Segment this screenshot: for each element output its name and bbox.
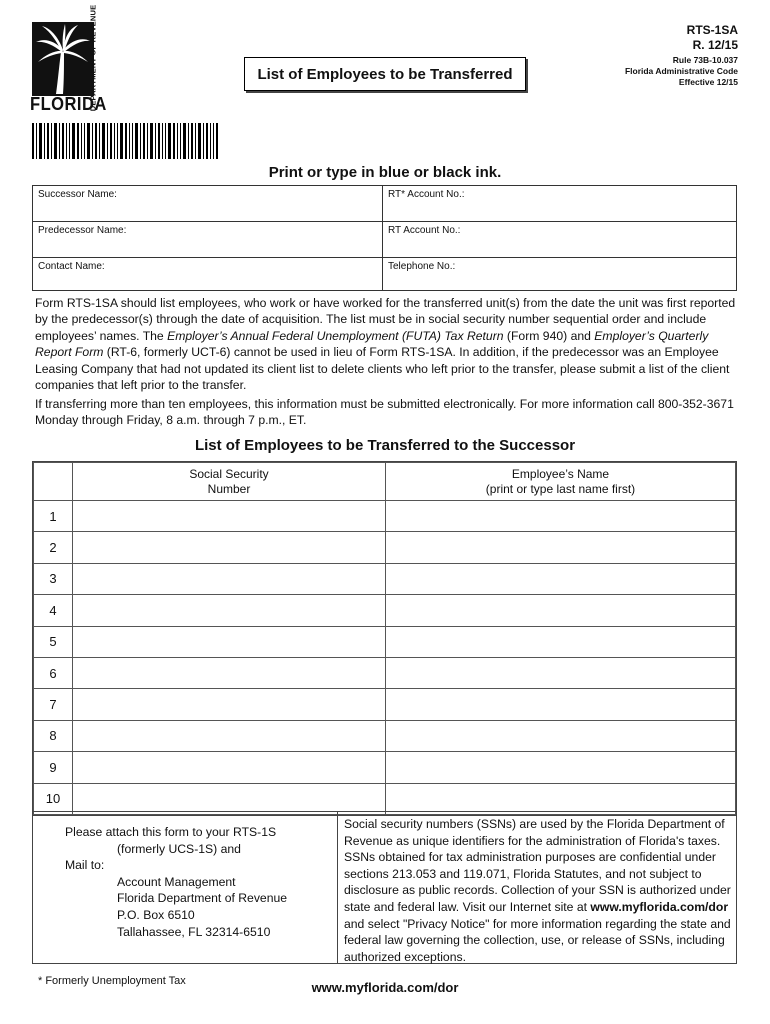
mail-to-label: Mail to: bbox=[65, 858, 105, 873]
row-number: 10 bbox=[34, 783, 73, 814]
employee-name-cell[interactable] bbox=[386, 501, 736, 532]
row-number: 3 bbox=[34, 563, 73, 594]
ssn-privacy-notice bbox=[344, 816, 732, 965]
footer-website-link[interactable]: www.myflorida.com/dor bbox=[311, 980, 459, 995]
box-divider bbox=[337, 812, 338, 963]
predecessor-name-label: Predecessor Name: bbox=[38, 225, 127, 236]
instructions-paragraph bbox=[35, 295, 740, 393]
table-row bbox=[34, 689, 736, 720]
telephone-field[interactable] bbox=[383, 258, 736, 291]
ssn-cell[interactable] bbox=[73, 689, 386, 720]
info-row bbox=[33, 222, 736, 258]
notice-text: Social security numbers (SSNs) are used by the Florida Department of Revenue as unique identifiers for the administration of Florida's taxes. SSNs obtained for tax administration purposes are confidential under sections 213.053 and 119.071, Florida Statutes, and not subject to disclosure as public records. Collection of your SSN is authorized under state and federal law. Visit our Internet site at bbox=[344, 817, 731, 914]
info-row bbox=[33, 258, 736, 291]
info-row bbox=[33, 186, 736, 222]
mailing-instructions bbox=[65, 824, 287, 940]
table-title: List of Employees to be Transferred to the Successor bbox=[194, 437, 576, 454]
row-number-header bbox=[34, 463, 73, 501]
para-text: (Form 940) and bbox=[503, 328, 595, 343]
table-row bbox=[34, 563, 736, 594]
employee-name-cell[interactable] bbox=[386, 595, 736, 626]
ssn-cell[interactable] bbox=[73, 720, 386, 751]
successor-name-field[interactable] bbox=[33, 186, 383, 221]
ssn-cell[interactable] bbox=[73, 657, 386, 688]
contact-name-field[interactable] bbox=[33, 258, 383, 291]
party-info-table bbox=[32, 185, 737, 291]
mail-line: Please attach this form to your RTS-1S bbox=[65, 825, 277, 839]
name-column-header: Employee’s Name (print or type last name first) bbox=[386, 463, 736, 501]
quarterly-form-name: Employer’s Quarterly Report Form bbox=[35, 328, 709, 360]
address-line: Account Management bbox=[117, 874, 236, 889]
employee-name-cell[interactable] bbox=[386, 720, 736, 751]
contact-name-label: Contact Name: bbox=[38, 261, 105, 272]
row-number: 1 bbox=[34, 501, 73, 532]
predecessor-name-field[interactable] bbox=[33, 222, 383, 257]
form-code-block bbox=[687, 23, 738, 53]
employee-name-cell[interactable] bbox=[386, 752, 736, 783]
para-text: (RT-6, formerly UCT-6) cannot be used in lieu of Form RTS-1SA. In addition, if the predecessor was an Employee Leasing Company that had not updated its client list to delete clients who left prior to the transfer, please submit a list of the client companies that left prior to the transfer. bbox=[35, 345, 730, 393]
table-row bbox=[34, 657, 736, 688]
notice-text: and select "Privacy Notice" for more information regarding the state and federal law governing the collection, use, or release of SSNs, including authorized exceptions. bbox=[344, 916, 731, 964]
table-row bbox=[34, 752, 736, 783]
successor-account-field[interactable] bbox=[383, 186, 736, 221]
footnote: * Formerly Unemployment Tax bbox=[38, 975, 186, 987]
predecessor-account-field[interactable] bbox=[383, 222, 736, 257]
form-revision: R. 12/15 bbox=[692, 38, 738, 52]
successor-name-label: Successor Name: bbox=[38, 189, 117, 200]
ssn-cell[interactable] bbox=[73, 595, 386, 626]
table-row bbox=[34, 501, 736, 532]
employee-name-cell[interactable] bbox=[386, 532, 736, 563]
telephone-label: Telephone No.: bbox=[388, 261, 456, 272]
table-header-row bbox=[34, 463, 736, 501]
employee-name-cell[interactable] bbox=[386, 657, 736, 688]
table-row bbox=[34, 783, 736, 814]
rule-block bbox=[625, 55, 738, 88]
ssn-cell[interactable] bbox=[73, 532, 386, 563]
row-number: 6 bbox=[34, 657, 73, 688]
address-line: P.O. Box 6510 bbox=[117, 907, 195, 922]
address-line: Florida Department of Revenue bbox=[117, 891, 288, 906]
employee-name-cell[interactable] bbox=[386, 689, 736, 720]
row-number: 5 bbox=[34, 626, 73, 657]
predecessor-account-label: RT Account No.: bbox=[388, 225, 461, 236]
row-number: 7 bbox=[34, 689, 73, 720]
effective-date: Effective 12/15 bbox=[678, 77, 738, 87]
department-label: DEPARTMENT OF REVENUE bbox=[88, 4, 98, 112]
notice-website-link[interactable]: www.myflorida.com/dor bbox=[590, 899, 729, 914]
ssn-cell[interactable] bbox=[73, 752, 386, 783]
palm-tree-logo bbox=[32, 22, 94, 96]
electronic-filing-paragraph: If transferring more than ten employees, this information must be submitted electronically. For more information call 800-352-3671 Monday through Friday, 8 a.m. through 7 p.m., ET. bbox=[35, 397, 734, 428]
employee-name-cell[interactable] bbox=[386, 783, 736, 814]
ssn-cell[interactable] bbox=[73, 501, 386, 532]
successor-account-label: RT* Account No.: bbox=[388, 189, 465, 200]
ink-instruction: Print or type in blue or black ink. bbox=[268, 164, 502, 181]
employee-name-cell[interactable] bbox=[386, 626, 736, 657]
form-title: List of Employees to be Transferred bbox=[244, 57, 526, 91]
ssn-cell[interactable] bbox=[73, 563, 386, 594]
row-number: 2 bbox=[34, 532, 73, 563]
address-line: Tallahassee, FL 32314-6510 bbox=[117, 924, 271, 939]
ssn-cell[interactable] bbox=[73, 783, 386, 814]
rule-number: Rule 73B-10.037 bbox=[672, 55, 738, 65]
mailing-and-privacy-box bbox=[32, 811, 737, 964]
table-row bbox=[34, 595, 736, 626]
employee-name-cell[interactable] bbox=[386, 563, 736, 594]
employee-table bbox=[32, 461, 737, 816]
form-code: RTS-1SA bbox=[686, 23, 738, 37]
admin-code: Florida Administrative Code bbox=[624, 66, 738, 76]
florida-wordmark: FLORIDA bbox=[30, 94, 107, 114]
table-row bbox=[34, 532, 736, 563]
ssn-cell[interactable] bbox=[73, 626, 386, 657]
row-number: 4 bbox=[34, 595, 73, 626]
table-row bbox=[34, 720, 736, 751]
row-number: 9 bbox=[34, 752, 73, 783]
para-text: Form RTS-1SA should list employees, who work or have worked for the transferred unit(s) from the date the unit was first reported by the predecessor(s) through the date of acquisition. The list must be in social security number sequential order and include employees’ names. The bbox=[35, 296, 736, 343]
barcode bbox=[32, 123, 218, 159]
row-number: 8 bbox=[34, 720, 73, 751]
table-row bbox=[34, 626, 736, 657]
ssn-column-header: Social Security Number bbox=[73, 463, 386, 501]
mail-line: (formerly UCS-1S) and bbox=[117, 841, 241, 856]
futa-form-name: Employer’s Annual Federal Unemployment (FUTA) Tax Return bbox=[167, 328, 504, 343]
